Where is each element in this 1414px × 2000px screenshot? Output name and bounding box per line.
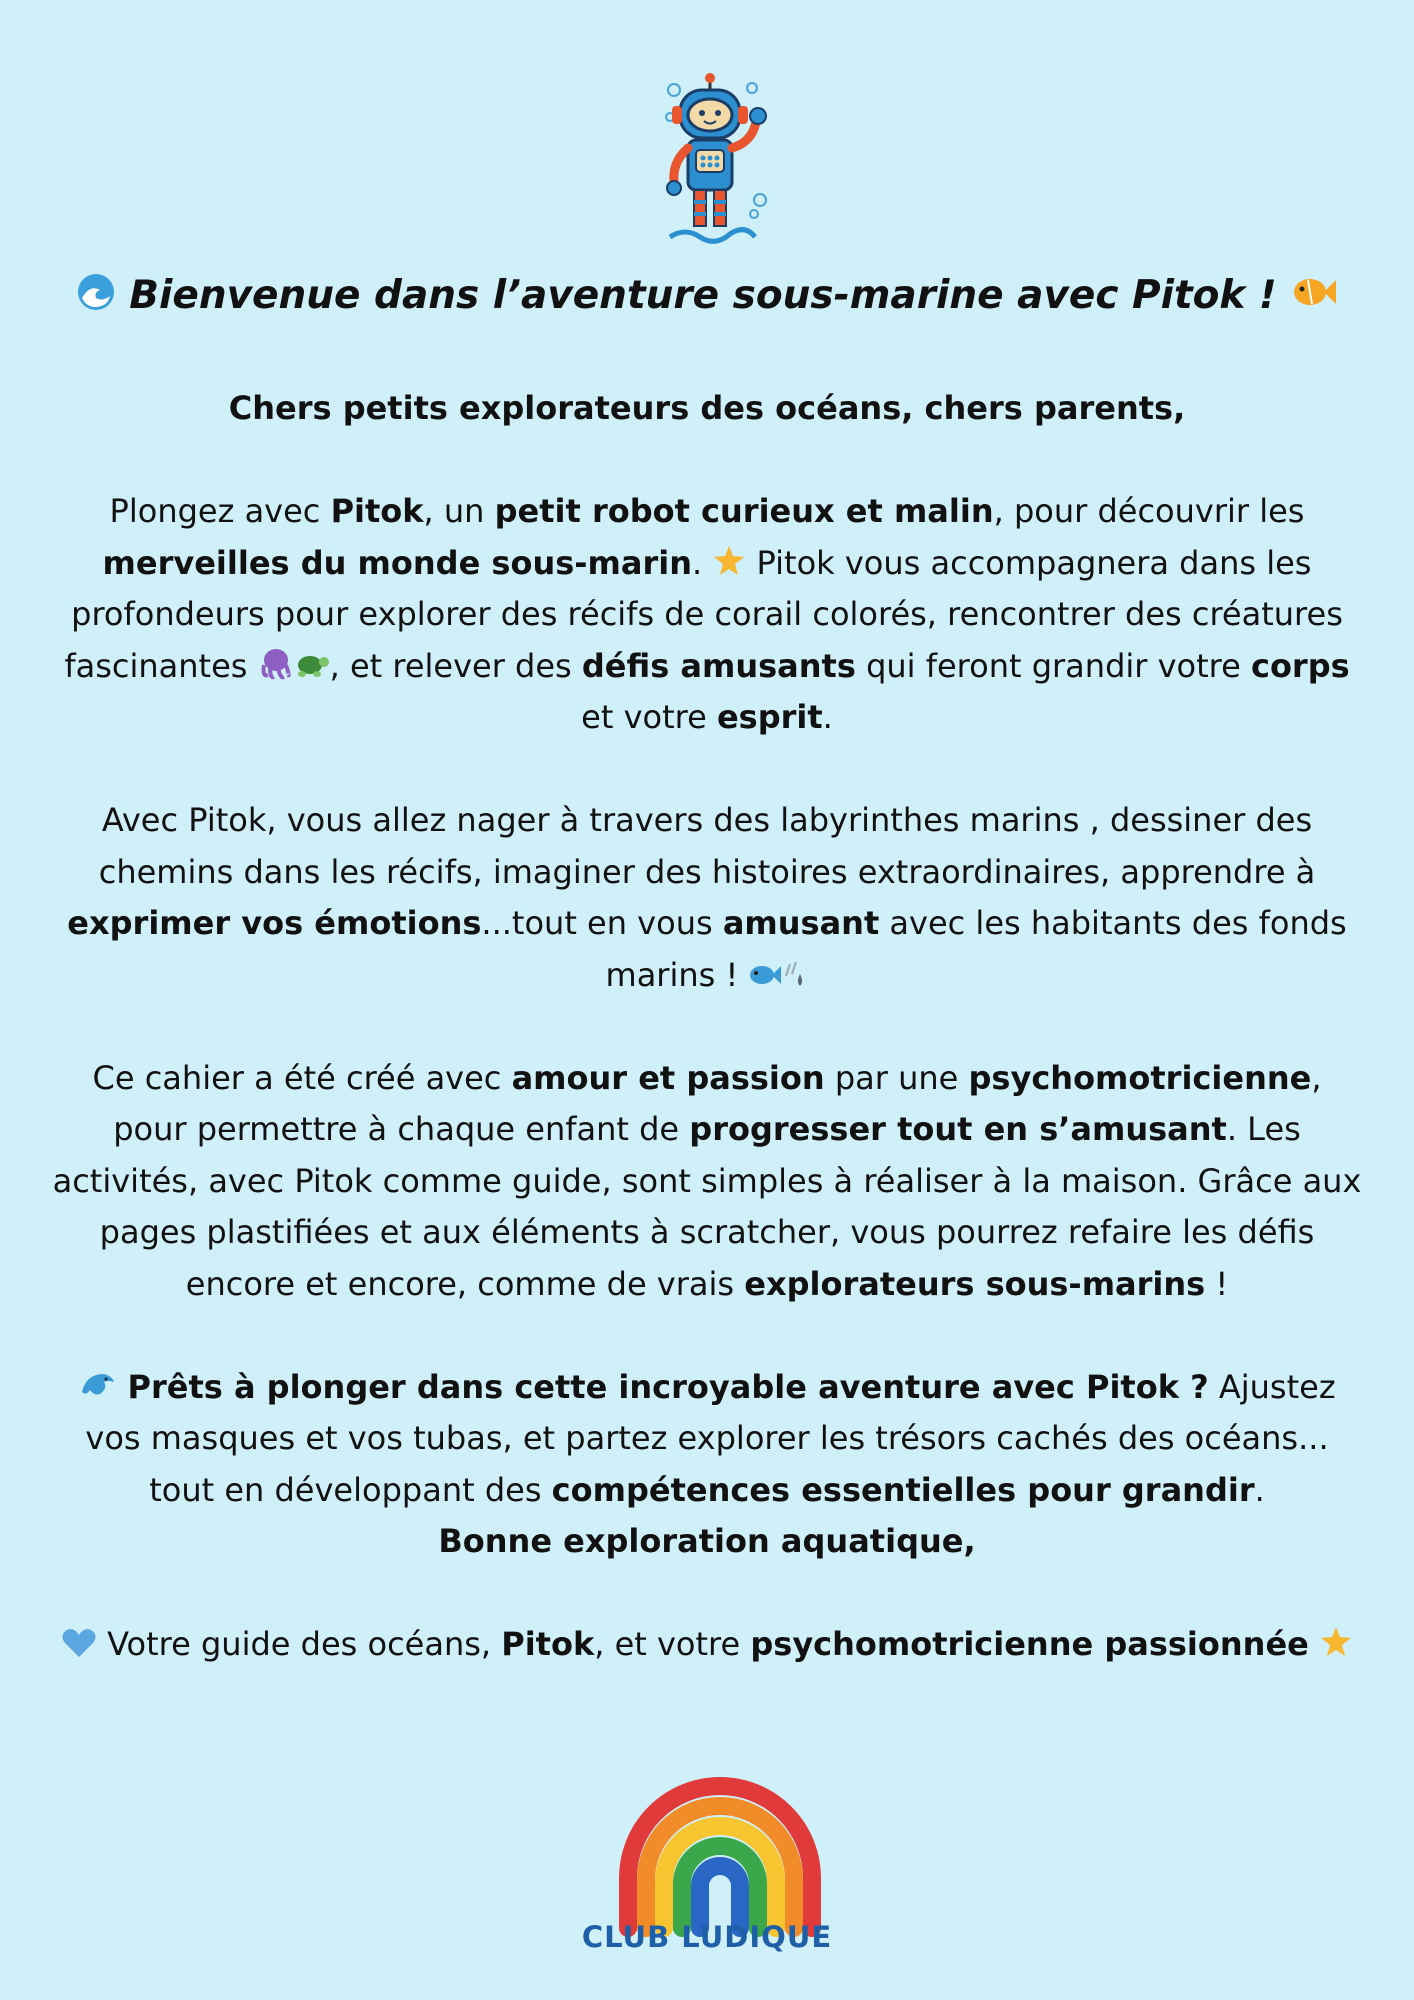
title-text: Bienvenue dans l’aventure sous-marine avec Pitok !: [129, 273, 1277, 318]
paragraph-intro: Plongez avec Pitok, un petit robot curieux et malin, pour découvrir les merveilles du monde sous-marin. Pitok vous accompagnera dans les profondeurs pour explorer des récifs de corail colorés, rencontrer des créatures fascinantes , et relever des défis amusants qui feront grandir votre corps et votre esprit.: [64, 492, 1350, 736]
page-title: [0, 272, 1414, 318]
splash-icon: [782, 960, 808, 990]
robot-illustration: [660, 72, 790, 247]
octopus-icon: [258, 647, 294, 681]
paragraph-about: Ce cahier a été créé avec amour et passion par une psychomotricienne, pour permettre à chaque enfant de progresser tout en s’amusant. Les activités, avec Pitok comme guide, sont simples à réaliser à la maison. Grâce aux pages plastifiées et aux éléments à scratcher, vous pourrez refaire les défis encore et encore, comme de vrais explorateurs sous-marins !: [52, 1058, 1362, 1303]
paragraph-activities: Avec Pitok, vous allez nager à travers des labyrinthes marins , dessiner des chemins dans les récifs, imaginer des histoires extraordinaires, apprendre à exprimer vos émotions...tout en vous amusant avec les habitants des fonds marins !: [67, 801, 1347, 994]
star-icon: [712, 544, 746, 578]
turtle-icon: [294, 647, 330, 681]
logo-text: CLUB LUDIQUE: [581, 1920, 833, 1954]
greeting: Chers petits explorateurs des océans, chers parents,: [228, 389, 1186, 427]
fish-icon: [1290, 272, 1338, 312]
letter-body: [52, 383, 1362, 1671]
signature: Votre guide des océans, Pitok, et votre psychomotricienne passionnée: [52, 1619, 1362, 1671]
dolphin-icon: [78, 1368, 116, 1402]
paragraph-call-to-action: Prêts à plonger dans cette incroyable aventure avec Pitok ? Ajustez vos masques et vos tubas, et partez explorer les trésors cachés des océans... tout en développant des compétences essentielles pour grandir. Bonne exploration aquatique,: [52, 1362, 1362, 1568]
fish-icon: [748, 960, 782, 990]
star-icon: [1319, 1625, 1353, 1659]
closing: Bonne exploration aquatique,: [438, 1522, 976, 1560]
heart-icon: [61, 1627, 97, 1659]
wave-icon: [76, 272, 116, 312]
